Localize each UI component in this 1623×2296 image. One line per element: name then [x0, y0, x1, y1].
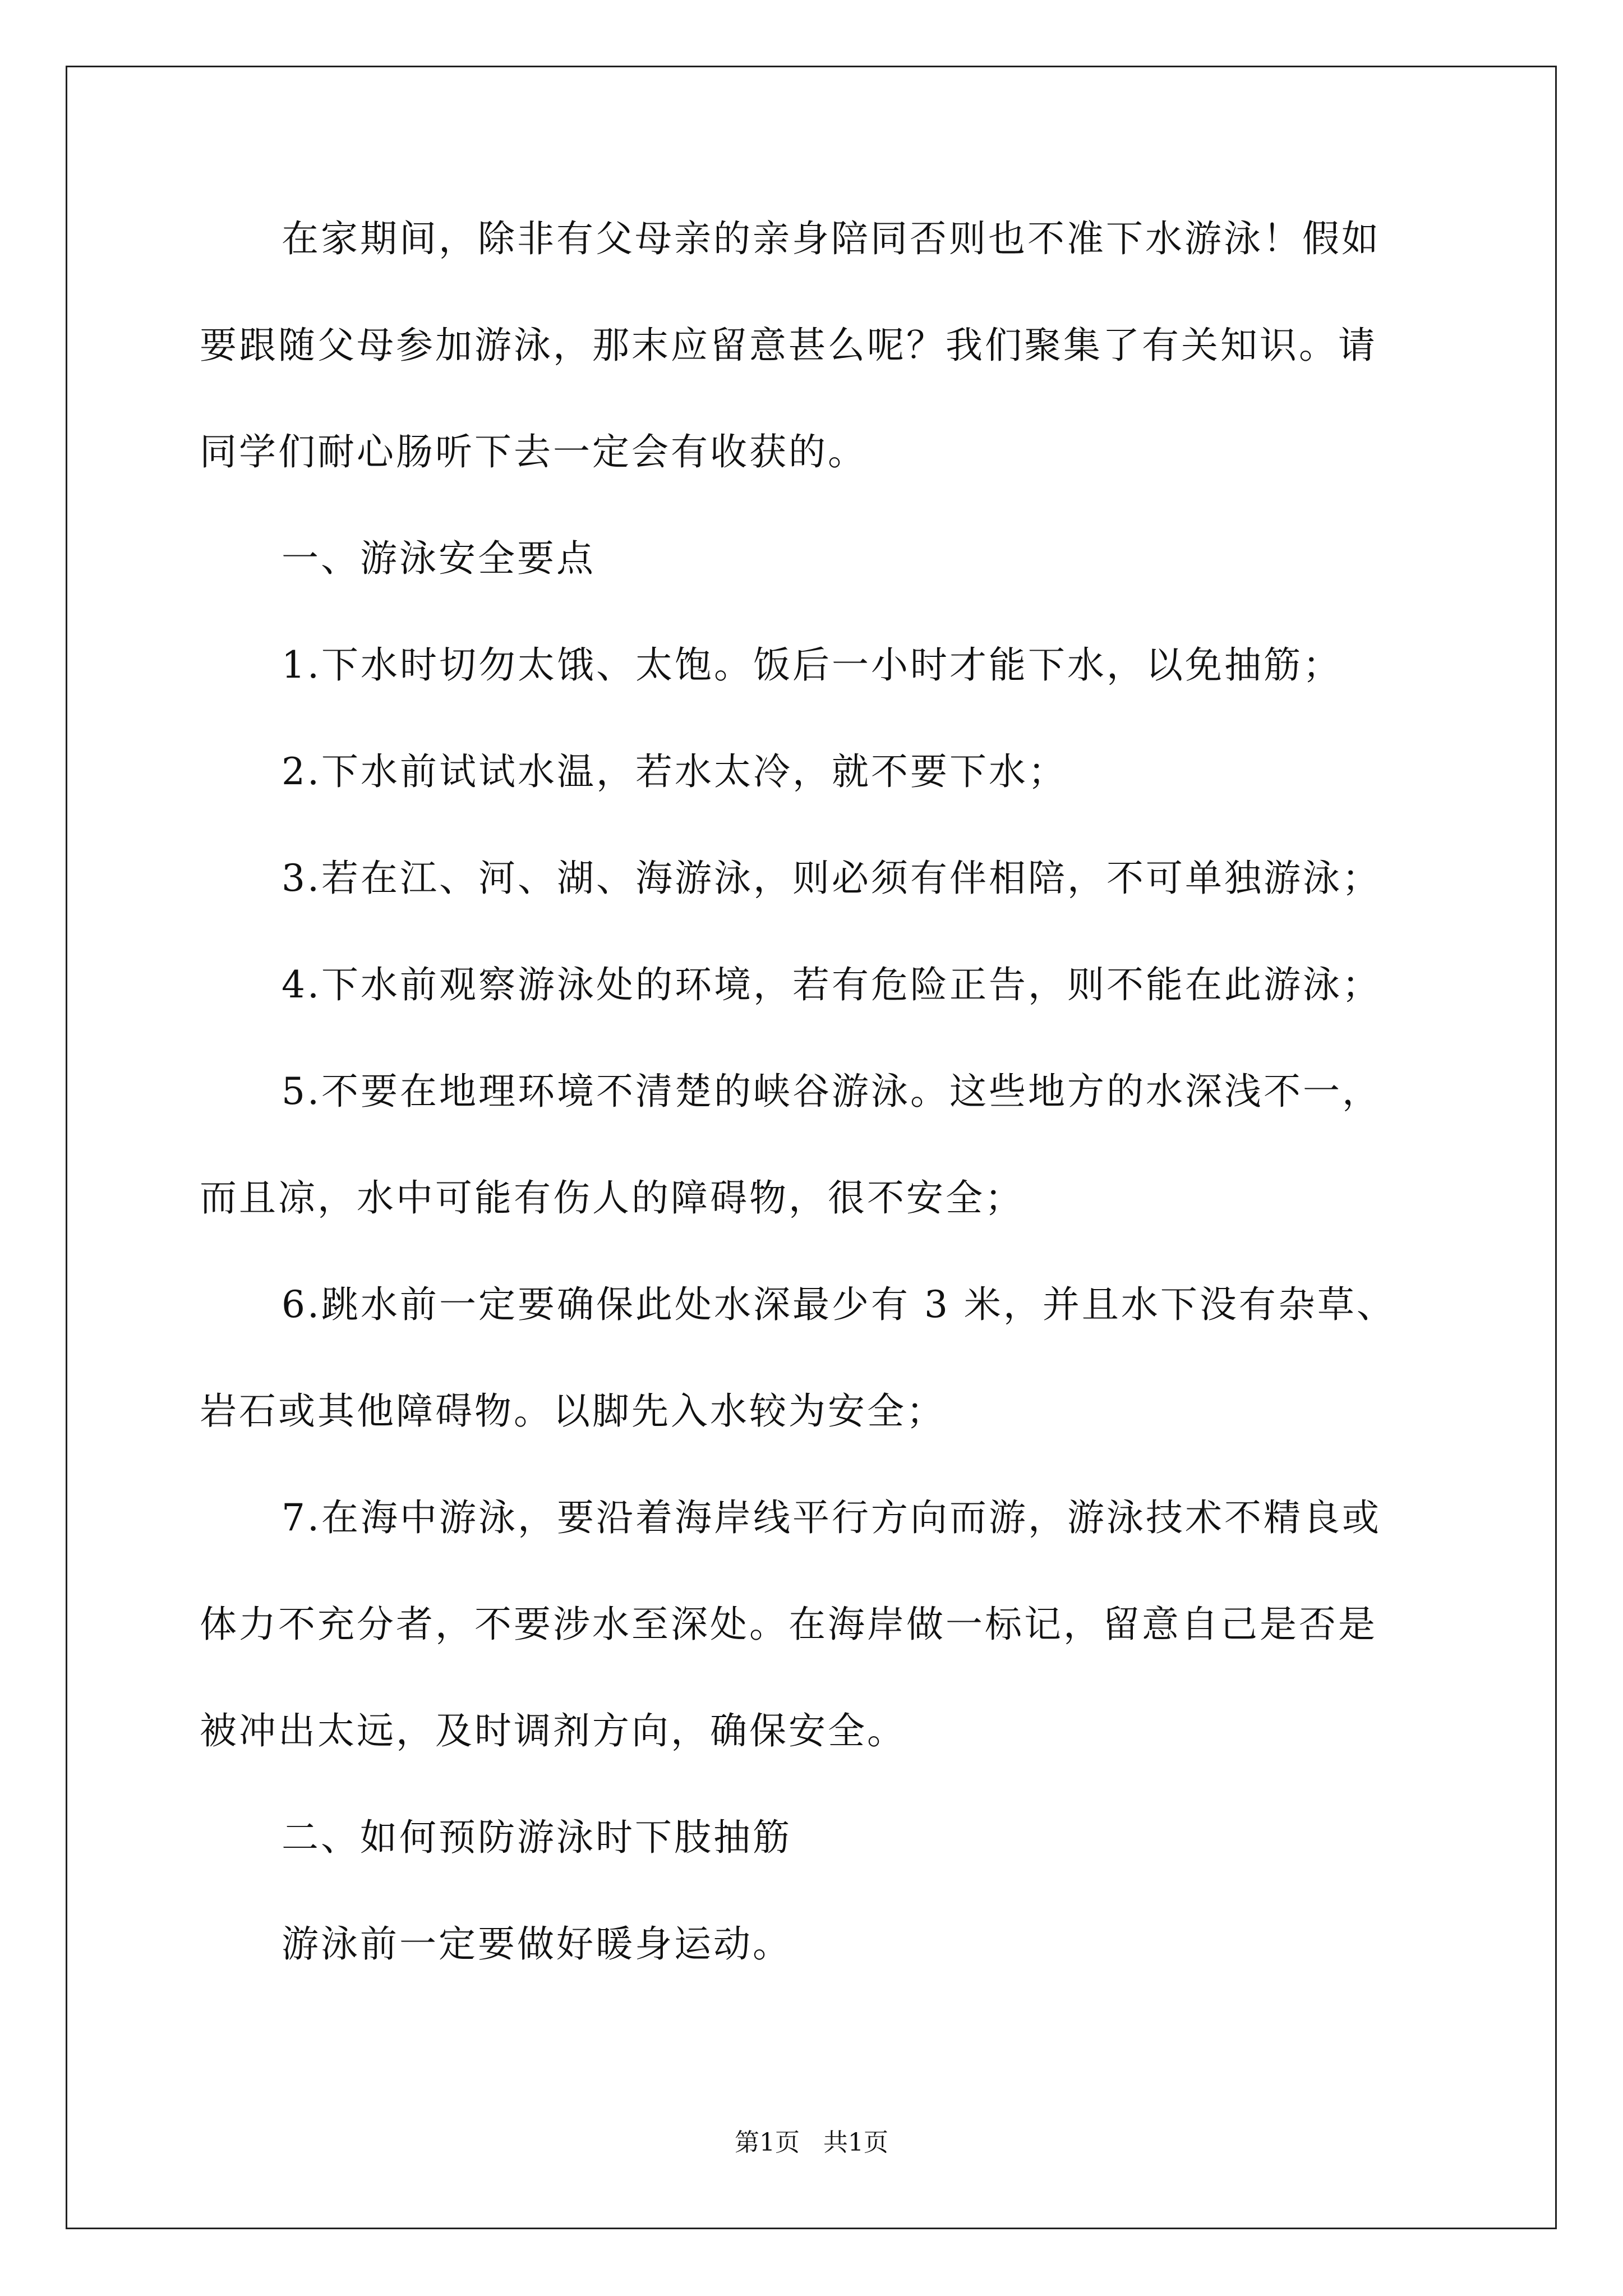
section-heading-1: 一、游泳安全要点 [282, 537, 596, 580]
page-frame [66, 66, 1557, 2229]
list-item-7-line-3: 被冲出太远，及时调剂方向，确保安全。 [200, 1709, 906, 1752]
list-item-5-line-2: 而且凉，水中可能有伤人的障碍物，很不安全； [200, 1176, 1024, 1220]
list-item-6-line-2: 岩石或其他障碍物。以脚先入水较为安全； [200, 1389, 946, 1433]
list-item-7-line-1: 7.在海中游泳，要沿着海岸线平行方向而游，游泳技术不精良或 [282, 1496, 1381, 1539]
paragraph-warmup: 游泳前一定要做好暖身运动。 [282, 1922, 792, 1966]
paragraph-intro-line-1: 在家期间，除非有父母亲的亲身陪同否则也不准下水游泳！假如 [282, 217, 1381, 260]
section-heading-2: 二、如何预防游泳时下肢抽筋 [282, 1816, 792, 1859]
list-item-2: 2.下水前试试水温，若水太冷，就不要下水； [282, 750, 1067, 793]
list-item-4: 4.下水前观察游泳处的环境，若有危险正告，则不能在此游泳； [282, 963, 1381, 1006]
list-item-3: 3.若在江、河、湖、海游泳，则必须有伴相陪，不可单独游泳； [282, 857, 1381, 900]
list-item-7-line-2: 体力不充分者，不要涉水至深处。在海岸做一标记，留意自己是否是 [200, 1603, 1377, 1646]
list-item-1: 1.下水时切勿太饿、太饱。饭后一小时才能下水，以免抽筋； [282, 643, 1342, 687]
list-item-5-line-1: 5.不要在地理环境不清楚的峡谷游泳。这些地方的水深浅不一， [282, 1070, 1381, 1113]
paragraph-intro-line-3: 同学们耐心肠听下去一定会有收获的。 [200, 430, 867, 473]
list-item-6-line-1: 6.跳水前一定要确保此处水深最少有 3 米，并且水下没有杂草、 [282, 1283, 1396, 1326]
paragraph-intro-line-2: 要跟随父母参加游泳，那末应留意甚么呢？我们聚集了有关知识。请 [200, 324, 1377, 367]
page-footer: 第1页 共1页 [735, 2128, 888, 2157]
